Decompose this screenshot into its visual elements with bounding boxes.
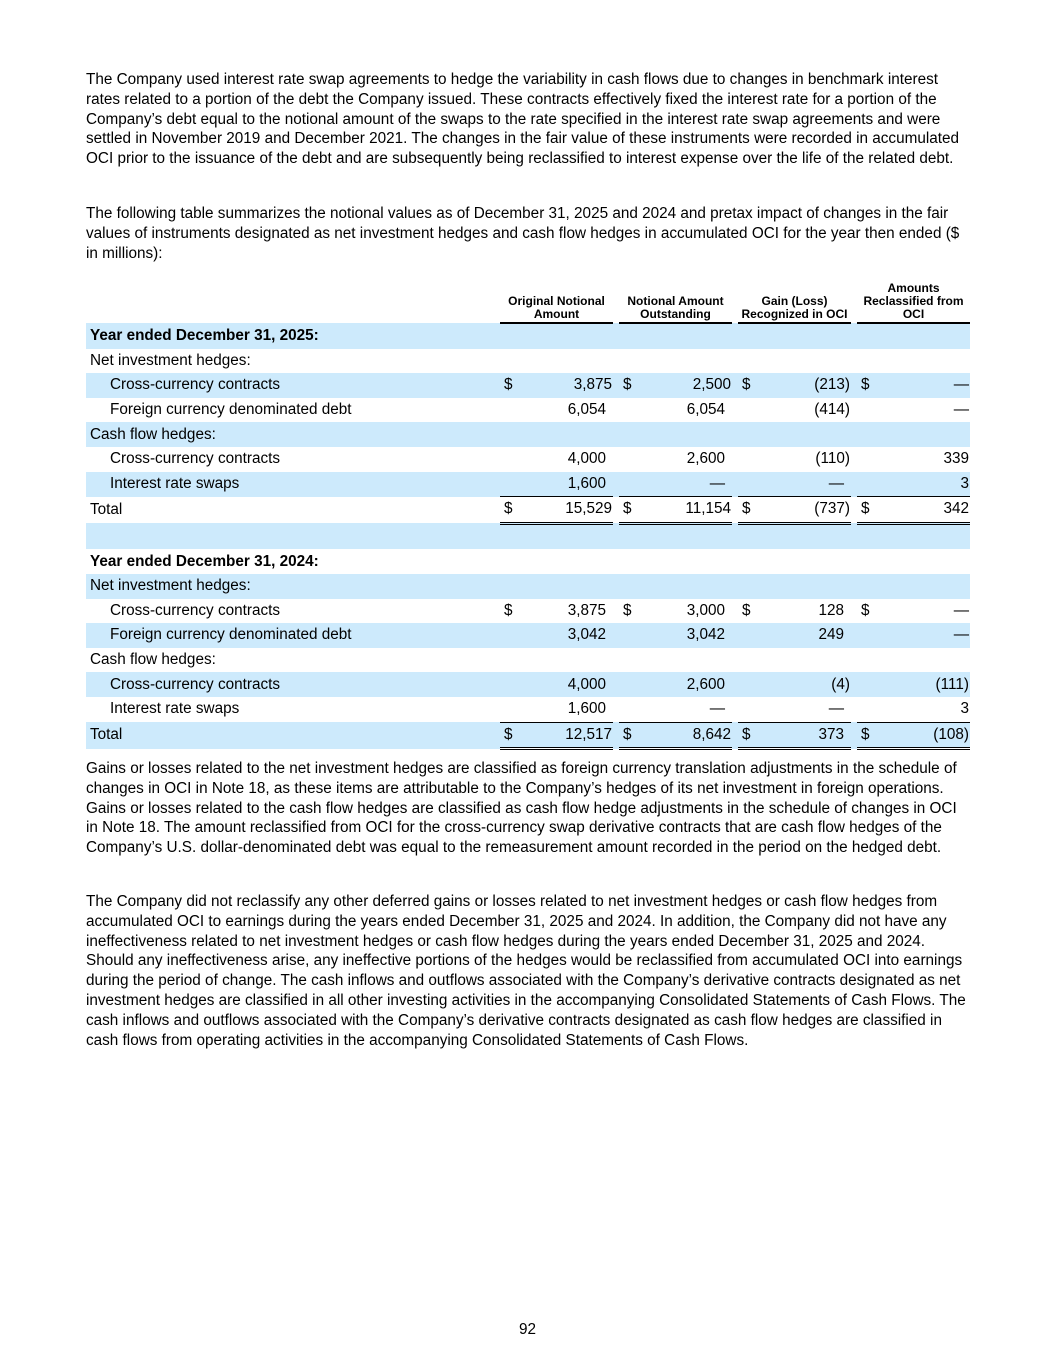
total-row-2025 [86, 497, 970, 524]
table-row [86, 398, 970, 423]
spacer-row [86, 523, 970, 549]
cell-notional-outstanding: $ 11,154 [619, 497, 732, 524]
gains-losses-paragraph: Gains or losses related to the net investment hedges are classified as foreign currency translation adjustments in the schedule of changes in OCI in Note 18, as these items are attributable to the Company’s hedges of its net investment in foreign operations. Gains or losses related to the cash flow hedges are classified as cash flow hedge adjustments in the schedule of changes in OCI in Note 18. The amount reclassified from OCI for the cross-currency swap derivative contracts that are cash flow hedges of the Company’s U.S. dollar-denominated debt was equal to the remeasurement amount recorded in the period on the hedged debt. [86, 760, 957, 857]
cell-reclassified: — [953, 401, 969, 419]
row-label: Cash flow hedges: [86, 422, 970, 447]
cell-gain-loss-oci: $ 373 [738, 722, 851, 749]
cell-notional-outstanding: 6,054 [686, 401, 725, 419]
cell-reclassified: $ — [861, 601, 969, 619]
cell-notional-outstanding: — [619, 472, 732, 497]
cell-original-notional: 1,600 [500, 472, 613, 497]
no-reclassification-paragraph: The Company did not reclassify any other deferred gains or losses related to net investment hedges or cash flow hedges from accumulated OCI to earnings during the years ended December 31, 2025 and 2024. In addition, the Company did not have any ineffectiveness related to net investment hedges or cash flow hedges during the years ended December 31, 2025 and 2024. Should any ineffectiveness arise, any ineffective portions of the hedges would be reclassified from accumulated OCI into earnings during the period of change. The cash inflows and outflows associated with the Company’s derivative contracts designated as net investment hedges are classified in all other investing activities in the accompanying Consolidated Statements of Cash Flows. The cash inflows and outflows associated with the Company’s derivative contracts designated as cash flow hedges are classified in cash flows from operating activities in the accompanying Consolidated Statements of Cash Flows. [86, 893, 966, 1049]
cell-original-notional: $ 3,875 [504, 601, 606, 619]
group-header-net-investment-hedges [86, 574, 970, 599]
cell-reclassified: 339 [943, 450, 969, 468]
cell-gain-loss-oci: $ 128 [742, 601, 844, 619]
section-header-2025 [86, 323, 970, 349]
cell-notional-outstanding: 3,042 [619, 623, 732, 648]
cell-reclassified: — [857, 623, 970, 648]
group-header-net-investment-hedges [86, 349, 970, 374]
cell-notional-outstanding: — [709, 700, 725, 718]
cell-gain-loss-oci: $ (213) [738, 373, 851, 398]
table-row [86, 447, 970, 472]
cell-gain-loss-oci: (4) [738, 672, 851, 697]
col-header-gain-loss-oci: Gain (Loss) Recognized in OCI [738, 282, 851, 323]
group-header-cash-flow-hedges [86, 422, 970, 447]
row-label: Net investment hedges: [90, 351, 251, 369]
cell-original-notional: $ 3,875 [500, 373, 613, 398]
row-label: Total [86, 722, 500, 749]
intro-paragraph-interest-rate-swaps: The Company used interest rate swap agreements to hedge the variability in cash flows due to changes in benchmark interest rates related to a portion of the debt the Company issued. These contracts effectively fixed the interest rate for a portion of the Company’s debt equal to the notional amount of the swaps to the rate specified in the interest rate swap agreements and were settled in November 2019 and December 2021. The changes in the fair value of these instruments were recorded in accumulated OCI prior to the issuance of the debt and are subsequently being reclassified to interest expense over the life of the related debt. [86, 71, 959, 168]
row-label: Year ended December 31, 2024: [90, 552, 319, 570]
cell-notional-outstanding: $ 2,500 [619, 373, 732, 398]
table-header-row [86, 282, 970, 323]
row-label: Cross-currency contracts [110, 601, 281, 619]
table-row [86, 623, 970, 648]
cell-reclassified: $ (108) [857, 722, 970, 749]
cell-notional-outstanding: $ 8,642 [619, 722, 732, 749]
row-label: Cross-currency contracts [110, 450, 281, 468]
table-row [86, 373, 970, 398]
cell-reclassified: $ 342 [857, 497, 970, 524]
cell-original-notional: 3,042 [500, 623, 613, 648]
cell-original-notional: 1,600 [567, 700, 606, 718]
table-intro-paragraph: The following table summarizes the notional values as of December 31, 2025 and 2024 and pretax impact of changes in the fair values of instruments designated as net investment hedges and cash flow hedges in accumulated OCI for the year then ended ($ in millions): [86, 205, 960, 262]
cell-reclassified: (111) [857, 672, 970, 697]
cell-reclassified: 3 [960, 700, 969, 718]
row-label: Foreign currency denominated debt [110, 401, 352, 419]
col-header-reclassified-from-oci: Amounts Reclassified from OCI [857, 282, 970, 323]
cell-reclassified: $ — [857, 373, 970, 398]
row-label: Net investment hedges: [86, 574, 970, 599]
cell-gain-loss-oci: (110) [815, 450, 850, 468]
row-label: Cross-currency contracts [86, 672, 500, 697]
table-row [86, 472, 970, 497]
row-label: Year ended December 31, 2025: [86, 323, 970, 349]
cell-original-notional: 6,054 [567, 401, 606, 419]
row-label: Interest rate swaps [86, 472, 500, 497]
table-row [86, 697, 970, 722]
row-label: Interest rate swaps [110, 700, 240, 718]
total-row-2024 [86, 722, 970, 749]
cell-original-notional: 4,000 [567, 450, 606, 468]
cell-original-notional: 4,000 [500, 672, 613, 697]
table-row [86, 672, 970, 697]
cell-gain-loss-oci: — [828, 700, 844, 718]
cell-notional-outstanding: $ 3,000 [623, 601, 725, 619]
col-header-original-notional: Original Notional Amount [500, 282, 613, 323]
row-label: Cross-currency contracts [86, 373, 500, 398]
cell-gain-loss-oci: (414) [814, 401, 850, 419]
page-number: 92 [518, 1321, 536, 1338]
cell-original-notional: $ 15,529 [500, 497, 613, 524]
cell-reclassified: 3 [857, 472, 970, 497]
row-label: Cash flow hedges: [90, 651, 216, 669]
cell-gain-loss-oci: — [738, 472, 851, 497]
col-header-notional-outstanding: Notional Amount Outstanding [619, 282, 732, 323]
row-label: Total [90, 500, 123, 518]
table-row [86, 599, 970, 624]
cell-notional-outstanding: 2,600 [619, 672, 732, 697]
section-header-2024 [86, 549, 970, 574]
group-header-cash-flow-hedges [86, 648, 970, 673]
cell-gain-loss-oci: 249 [738, 623, 851, 648]
hedges-table [86, 282, 970, 750]
cell-gain-loss-oci: $ (737) [738, 497, 851, 524]
cell-notional-outstanding: 2,600 [686, 450, 725, 468]
row-label: Foreign currency denominated debt [86, 623, 500, 648]
cell-original-notional: $ 12,517 [500, 722, 613, 749]
